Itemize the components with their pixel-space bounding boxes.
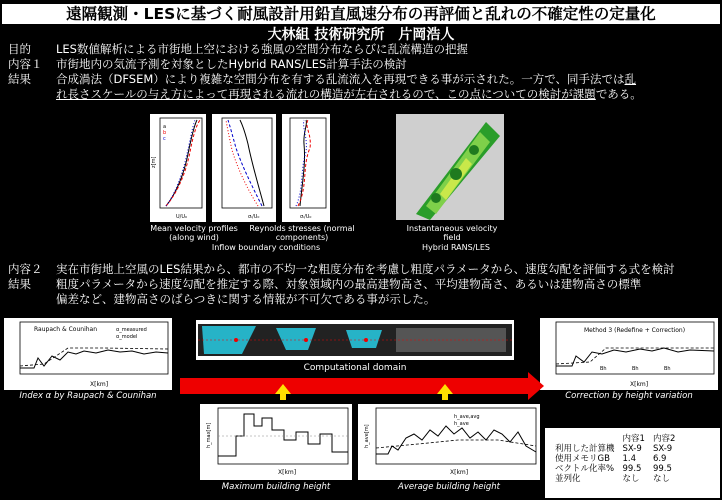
instantaneous-velocity-image [396,114,504,220]
result1-line2-underlined: れ長さスケールの与え方によって再現される流れの構造が左右されるので、この点についての検討が課題 [56,87,596,101]
avg-building-height-plot [358,404,540,480]
reynolds-stress-plot [212,114,276,222]
velocity-field-svg [396,114,504,220]
purpose-text: LES数値解析による市街地上空における強風の空間分布ならびに乱流構造の把握 [56,42,468,56]
mean-ylabel: z[m] [151,156,157,168]
max-building-height-plot [200,404,352,480]
alpha-right-xlabel: X[km] [630,381,649,388]
avgh-ylabel: h_ave[m] [364,424,370,448]
spec-row [551,474,679,484]
yellow-arrow-left [275,384,291,394]
spec-header-1: 内容1 [622,434,645,444]
maxh-xlabel: X[km] [278,469,297,476]
result1-line2 [56,87,642,102]
spec-row [551,444,679,454]
mean-velocity-svg [150,114,206,222]
caption-instantaneous: Instantaneous velocity field [406,224,498,242]
spec-row [551,464,679,474]
result1-line1-underlined: 乱 [624,72,637,86]
yellow-arrow-right [437,384,453,394]
spec-header-2: 内容2 [652,434,676,444]
spec-cell: 並列化 [555,474,581,484]
caption-reynolds: Reynolds stresses (normal components) [249,224,355,242]
result1-label: 結果 [8,72,31,86]
compute-spec-table [545,428,720,498]
mean-legend-b: b [163,130,167,136]
spec-table [551,434,679,484]
mean-xlabel: U/U₀ [176,214,188,220]
spec-cell: 99.5 [652,464,672,474]
alpha-right-svg [540,318,718,390]
alpha-right-caption: Correction by height variation [565,391,693,401]
result1-line1-text: 合成渦法（DFSEM）により複雑な空間分布を有する乱流流入を再現できる事が示された。一方で、同手法では [56,72,625,86]
reynolds-svg [212,114,276,222]
caption-inflow: Inflow boundary conditions [211,243,321,252]
avgh-legend-2: h_ave [454,421,469,427]
avgh-caption: Average building height [398,482,500,492]
alpha-left-svg [4,318,172,390]
alpha-left-xlabel: X[km] [90,381,109,388]
alpha-right-mark-3: Bh [664,366,671,372]
alpha-right-legend: Method 3 (Redefine + Correction) [584,327,686,334]
maxh-ylabel: h_max[m] [206,422,212,448]
maxh-caption: Maximum building height [221,482,331,492]
avgh-legend-1: h_ave,avg [454,414,480,420]
spec-cell: 99.5 [622,464,642,474]
content2-label: 内容２ [8,262,43,276]
alpha-left-series-1: α_measured [116,327,147,333]
spec-cell: 1.4 [622,454,637,464]
spec-cell: なし [652,474,670,484]
avgh-svg [358,404,540,480]
affiliation: 大林組 技術研究所 片岡浩人 [267,27,455,43]
spec-cell: なし [622,474,640,484]
yellow-arrow-left-stem [280,394,286,400]
alpha-left-series-2: α_model [116,334,138,340]
spec-row [551,454,679,464]
spec-header-row [551,434,679,444]
content2-text: 実在市街地上空風のLES結果から、都市の不均一な粗度分布を考慮し粗度パラメータから、速度勾配を評価する式を検討 [56,262,675,276]
reynolds-xlabel: σᵢ/U₀ [248,214,260,220]
spec-cell: 利用した計算機 [555,444,615,454]
mean-legend-c: c [163,136,166,142]
maxh-svg [200,404,352,480]
flow-arrow [180,378,532,394]
reynolds2-svg [282,114,330,222]
computational-domain-image [196,320,514,360]
content1-label: 内容１ [8,57,43,71]
alpha-correction-plot [540,318,718,390]
alpha-left-caption: Index α by Raupach & Counihan [19,391,157,401]
reynolds2-xlabel: σᵢ/U₀ [300,214,312,220]
caption-mean-velocity: Mean velocity profiles (along wind) [150,224,238,242]
spec-cell: ベクトル化率% [555,464,615,474]
spec-cell: SX-9 [652,444,673,454]
result1-line2-text: である。 [595,87,642,101]
content1-text: 市街地内の気流予測を対象としたHybrid RANS/LES計算手法の検討 [56,57,407,71]
alpha-right-mark-1: Bh [600,366,607,372]
yellow-arrow-right-stem [442,394,448,400]
result2-line2: 偏差など、建物高さのばらつきに関する情報が不可欠である事が示した。 [56,292,436,306]
spec-header-0 [551,434,619,444]
spec-cell: 6.9 [652,454,667,464]
alpha-left-legend: Raupach & Counihan [34,326,98,333]
result1-line1 [56,72,636,87]
result2-line1: 粗度パラメータから速度勾配を推定する際、対象領域内の最高建物高さ、平均建物高さ、あるいは建物高さの標準 [56,277,642,291]
reynolds-stress-plot-2 [282,114,330,222]
spec-cell: 使用メモリGB [555,454,610,464]
mean-velocity-plot [150,114,206,222]
avgh-xlabel: X[km] [450,469,469,476]
purpose-label: 目的 [8,42,31,56]
alpha-raupach-plot [4,318,172,390]
alpha-right-mark-2: Bh [632,366,639,372]
mean-legend-a: a [163,124,167,130]
page-title: 遠隔観測・LESに基づく耐風設計用鉛直風速分布の再評価と乱れの不確定性の定量化 [2,4,720,24]
caption-hybrid: Hybrid RANS/LES [421,243,490,252]
domain-caption: Computational domain [303,363,407,373]
domain-svg [196,320,514,360]
result2-label: 結果 [8,277,31,291]
spec-cell: SX-9 [622,444,642,454]
